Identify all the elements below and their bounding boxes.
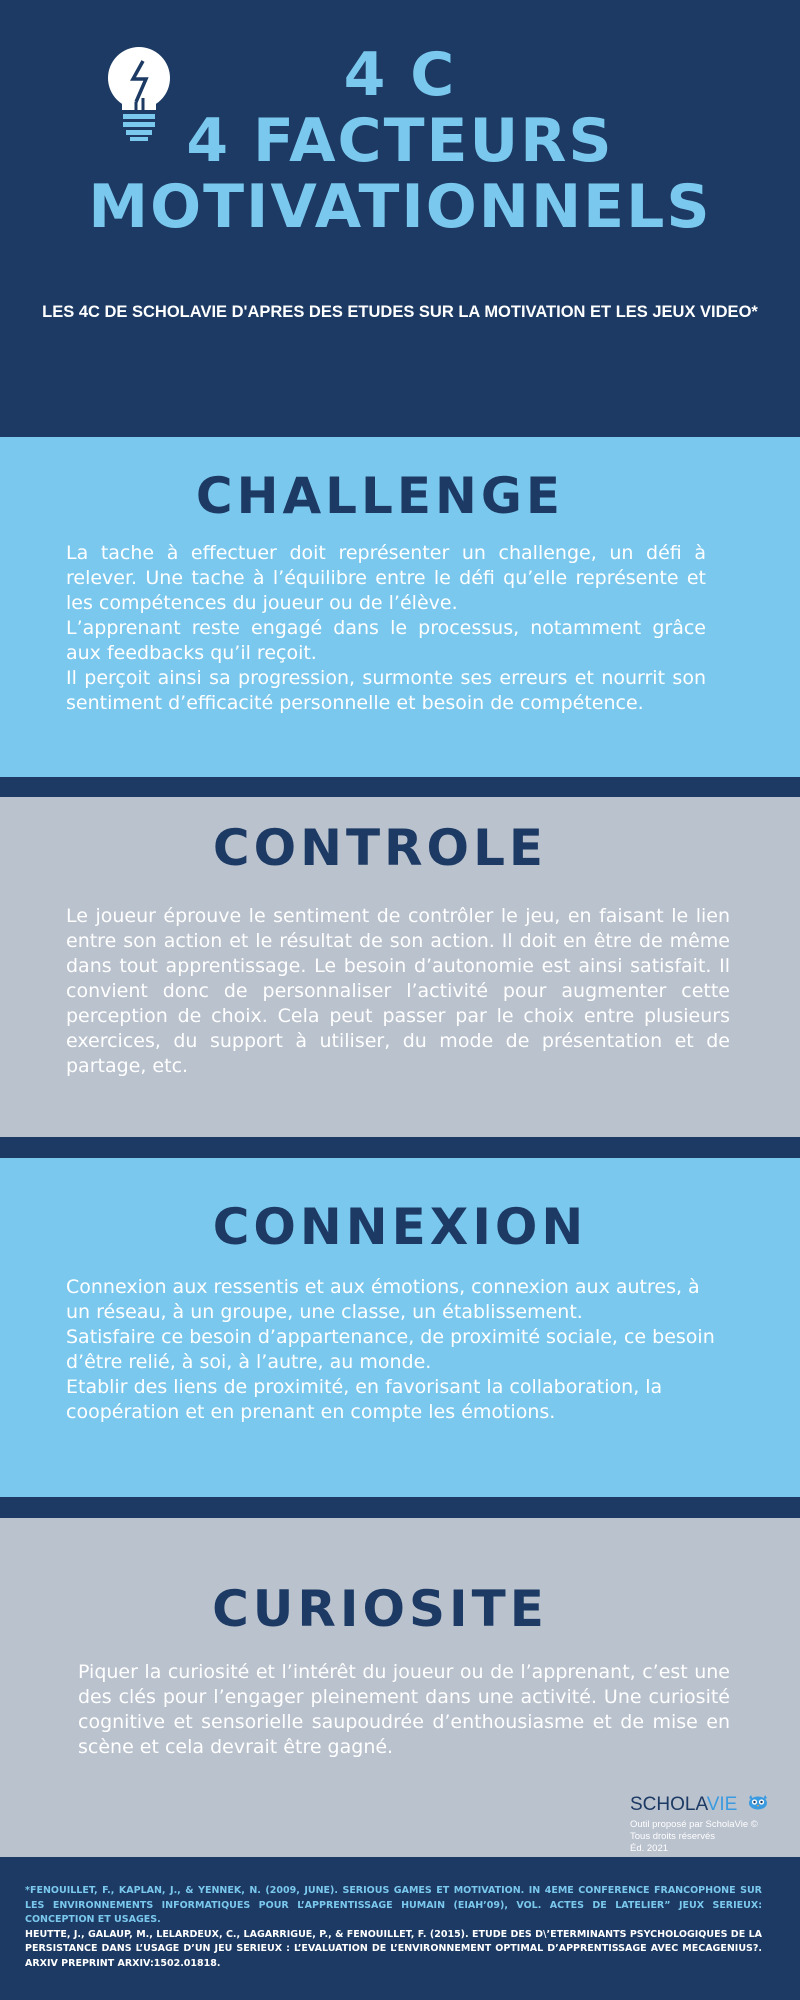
logo-caption-line: Outil proposé par ScholaVie © <box>630 1819 758 1831</box>
paragraph: L’apprenant reste engagé dans le processus, notamment grâce aux feedbacks qu’il reçoit. <box>66 617 706 664</box>
section-title: CONTROLE <box>212 819 548 877</box>
section-title: CONNEXION <box>212 1198 588 1256</box>
section-connexion <box>0 1158 800 1497</box>
reference-1: *FENOUILLET, F., KAPLAN, J., & YENNEK, N. (2009, JUNE). SERIOUS GAMES ET MOTIVATION. IN 4EME CONFERENCE FRANCOPHONE SUR LES ENVIRONNEMENTS INFORMATIQUES POUR L’APPRENTISSAGE HUMAIN (EIAH’09), VOL. ACTES DE LATELIER” JEUX SERIEUX: CONCEPTION ET USAGES. <box>25 1885 762 1925</box>
main-title <box>0 42 800 240</box>
logo-caption <box>630 1819 790 1855</box>
paragraph: Connexion aux ressentis et aux émotions, connexion aux autres, à un réseau, à un groupe, une classe, un établissement. <box>66 1276 700 1323</box>
section-challenge <box>0 437 800 777</box>
logo-caption-line: Éd. 2021 <box>630 1843 669 1855</box>
section-title: CURIOSITE <box>212 1580 548 1638</box>
subtitle: LES 4C DE SCHOLAVIE D'APRES DES ETUDES SUR LA MOTIVATION ET LES JEUX VIDEO* <box>42 303 758 321</box>
reference-2: HEUTTE, J., GALAUP, M., LELARDEUX, C., LAGARRIGUE, P., & FENOUILLET, F. (2015). ETUDE DES D\’ETERMINANTS PSYCHOLOGIQUES DE LA PERSISTANCE DANS L’USAGE D’UN JEU SERIEUX : L’EVALUATION DE L’ENVIRONNEMENT OPTIMAL D’APPRENTISSAGE AVEC MECAGENIUS?. ARXIV PREPRINT ARXIV:1502.01818. <box>25 1928 762 1969</box>
section-title: CHALLENGE <box>195 467 565 525</box>
paragraph: Il perçoit ainsi sa progression, surmonte ses erreurs et nourrit son sentiment d’efficacité personnelle et besoin de compétence. <box>66 667 706 714</box>
logo-caption-line: Tous droits réservés <box>630 1831 716 1843</box>
paragraph: Le joueur éprouve le sentiment de contrôler le jeu, en faisant le lien entre son action et le résultat de son action. Il doit en être de même dans tout apprentissage. Le besoin d’autonomie est ainsi satisfait. Il convient donc de personnaliser l’activité pour augmenter cette perception de choix. Cela peut passer par le choix entre plusieurs exercices, du support à utiliser, du mode de présentation et de partage, etc. <box>66 905 730 1077</box>
section-text <box>78 1660 730 1760</box>
owl-icon <box>747 1794 769 1816</box>
title-line-2: 4 FACTEURS <box>186 106 614 176</box>
title-line-3: MOTIVATIONNELS <box>88 172 712 242</box>
logo-wordmark <box>630 1794 790 1816</box>
references-footer <box>25 1884 762 1971</box>
logo-word-part1: SCHOLA <box>630 1794 707 1816</box>
paragraph: Piquer la curiosité et l’intérêt du joueur ou de l’apprenant, c’est une des clés pour l’engager pleinement dans une activité. Une curiosité cognitive et sensorielle saupoudrée d’enthousiasme et de mise en scène et cela devrait être gagné. <box>78 1661 730 1758</box>
scholavie-logo <box>630 1794 790 1855</box>
section-text <box>66 904 730 1079</box>
section-text <box>66 541 706 716</box>
section-controle <box>0 797 800 1137</box>
title-line-1: 4 C <box>343 40 457 110</box>
section-text <box>66 1275 726 1425</box>
paragraph: Etablir des liens de proximité, en favorisant la collaboration, la coopération et en prenant en compte les émotions. <box>66 1376 663 1423</box>
paragraph: Satisfaire ce besoin d’appartenance, de proximité sociale, ce besoin d’être relié, à soi, à l’autre, au monde. <box>66 1326 715 1373</box>
paragraph: La tache à effectuer doit représenter un challenge, un défi à relever. Une tache à l’équilibre entre le défi qu’elle représente et les compétences du joueur ou de l’élève. <box>66 542 706 614</box>
logo-word-part2: VIE <box>706 1794 738 1816</box>
